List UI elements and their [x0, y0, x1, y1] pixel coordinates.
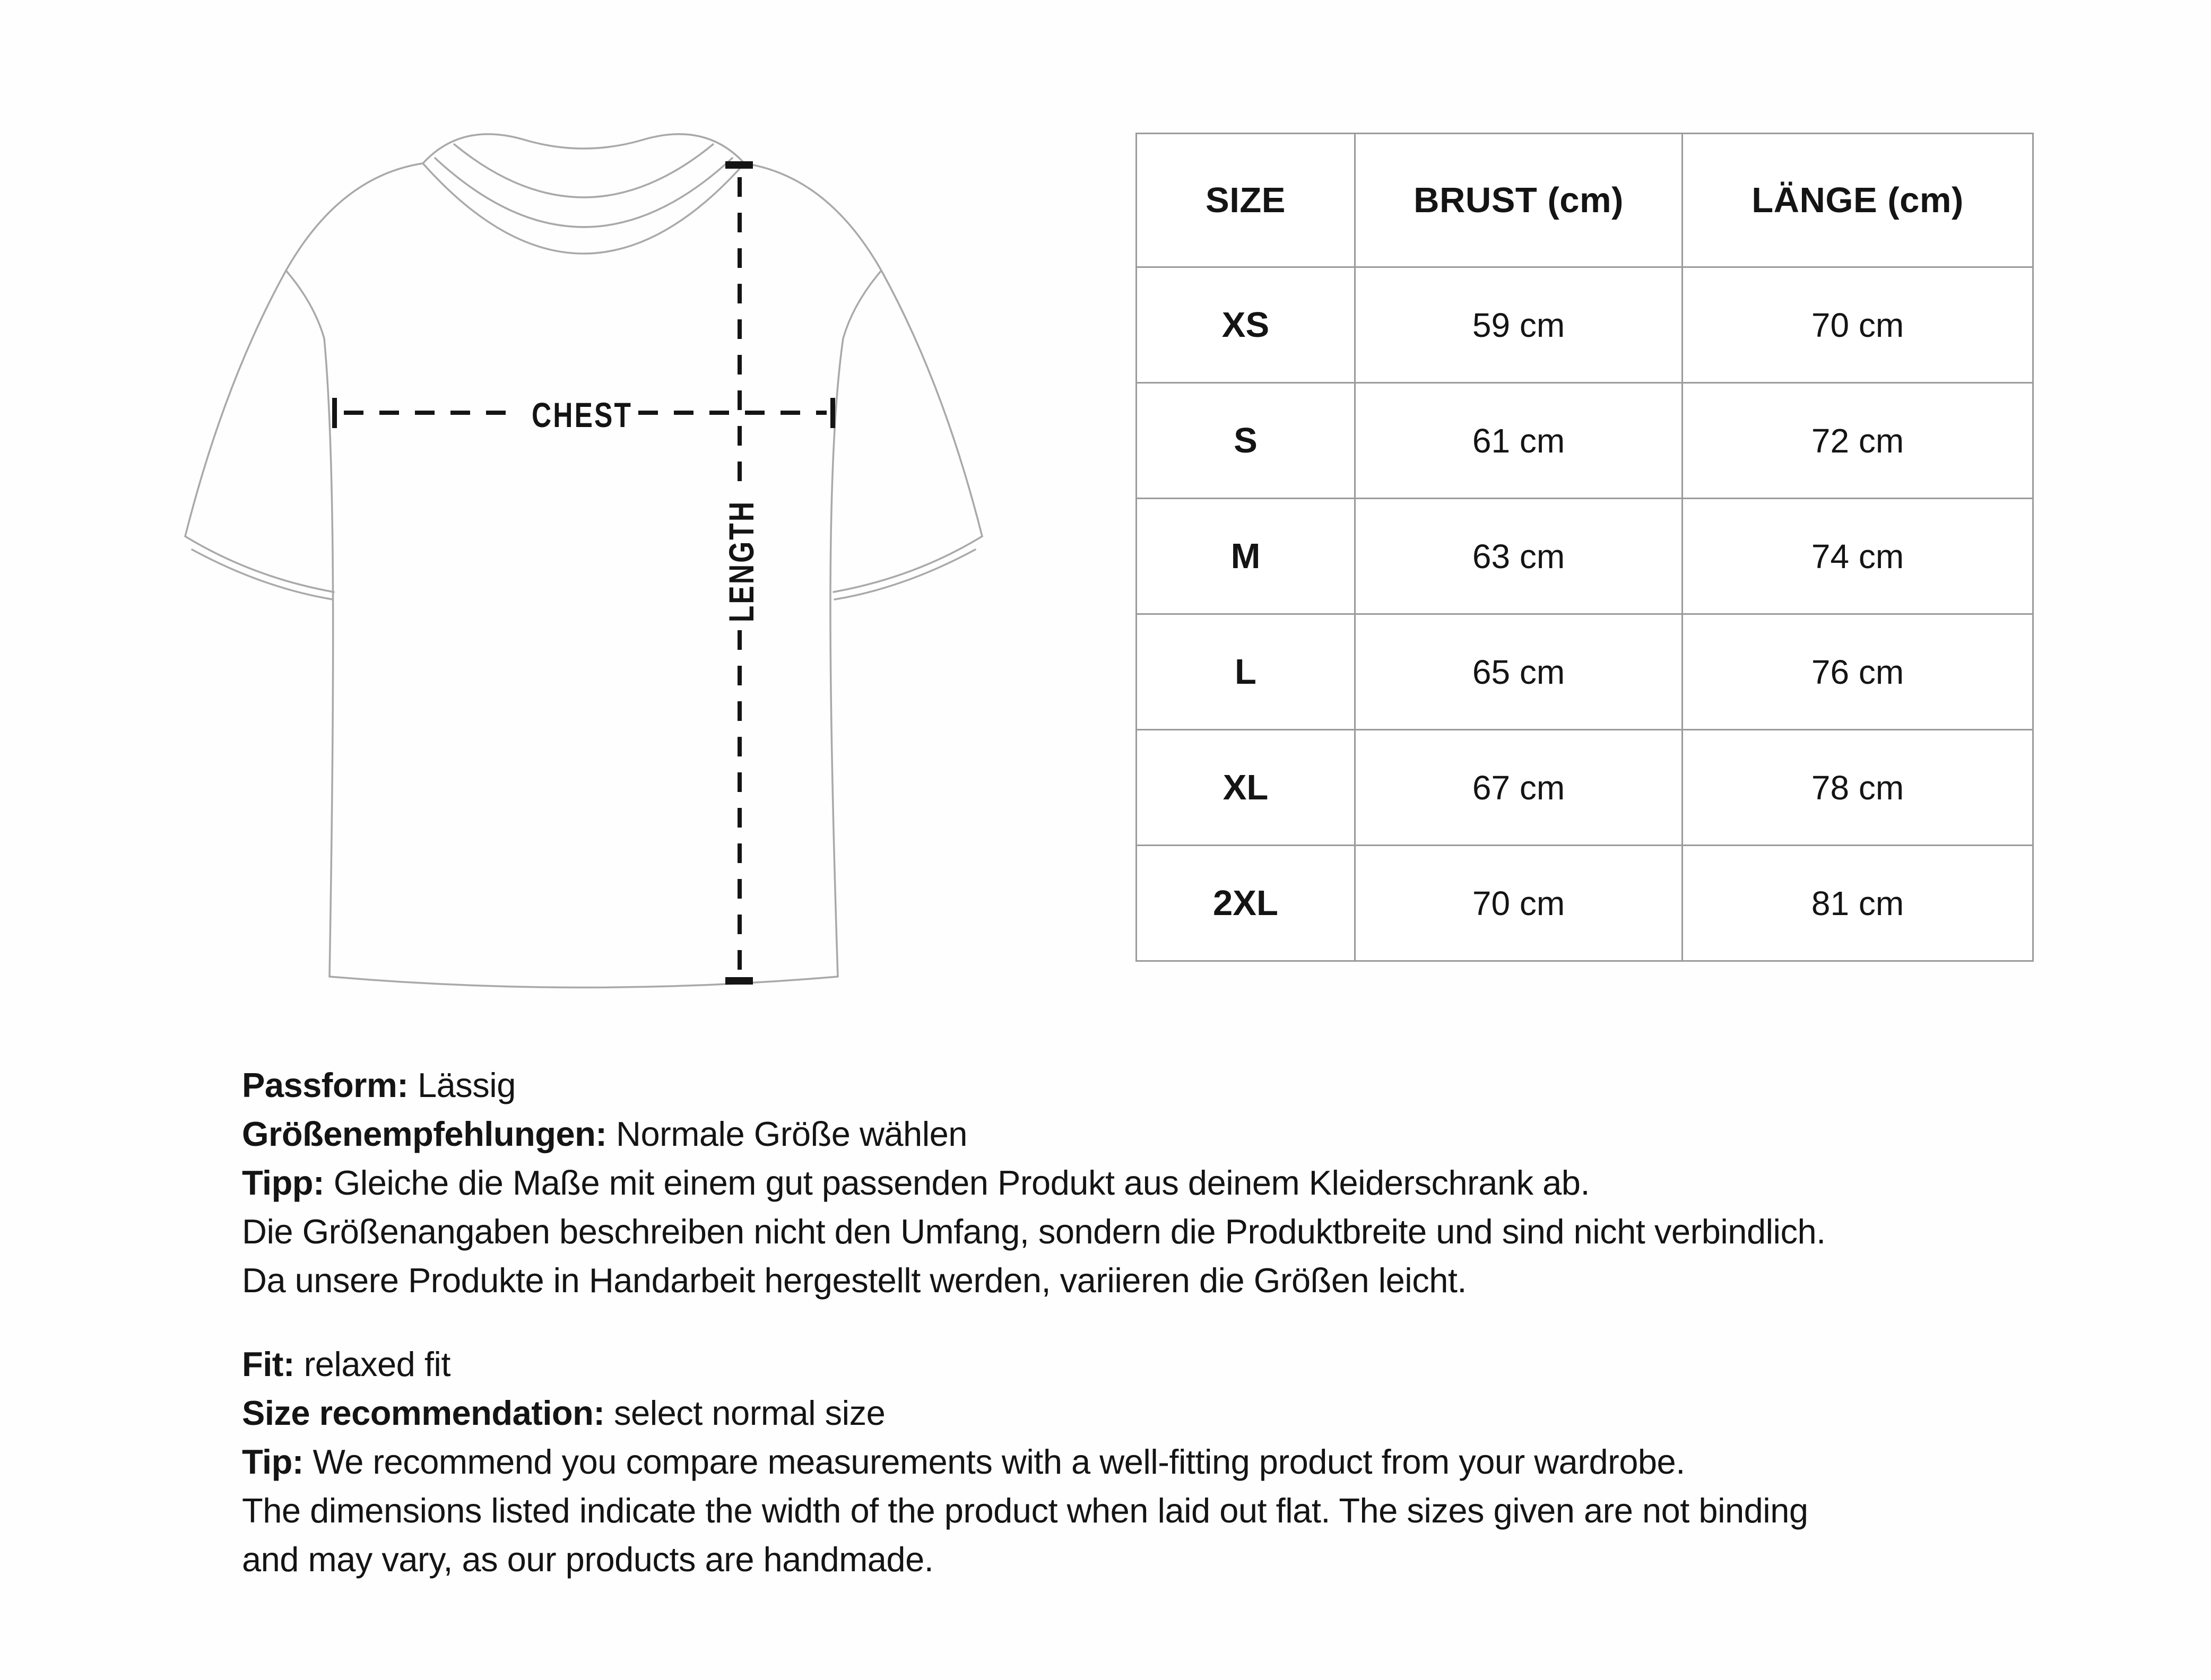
size-value: L — [1137, 614, 1355, 730]
note-line — [242, 1110, 2131, 1159]
length-value: 76 cm — [1683, 614, 2033, 730]
note-line — [242, 1061, 2131, 1110]
note-text: relaxed fit — [294, 1345, 450, 1383]
note-text: Lässig — [408, 1066, 516, 1104]
note-label: Passform: — [242, 1066, 409, 1104]
length-value: 81 cm — [1683, 846, 2033, 961]
header-size: SIZE — [1137, 134, 1355, 267]
note-line — [242, 1207, 2131, 1256]
fit-notes — [242, 1061, 2131, 1584]
note-label: Tip: — [242, 1442, 304, 1481]
length-measure-line — [722, 161, 761, 985]
size-value: XS — [1137, 267, 1355, 383]
length-value: 74 cm — [1683, 499, 2033, 614]
note-text: select normal size — [604, 1394, 886, 1432]
size-value: XL — [1137, 730, 1355, 846]
size-value: S — [1137, 383, 1355, 499]
note-line — [242, 1159, 2131, 1207]
length-value: 78 cm — [1683, 730, 2033, 846]
table-row — [1137, 499, 2033, 614]
note-line — [242, 1535, 2131, 1584]
note-label: Size recommendation: — [242, 1394, 605, 1432]
note-text: Gleiche die Maße mit einem gut passenden Produkt aus deinem Kleiderschrank ab. — [324, 1163, 1590, 1202]
notes-german — [242, 1061, 2131, 1305]
length-value: 70 cm — [1683, 267, 2033, 383]
note-line — [242, 1486, 2131, 1535]
table-row — [1137, 730, 2033, 846]
length-tick-bottom — [725, 977, 753, 985]
note-text: Normale Größe wählen — [606, 1115, 967, 1153]
size-table-header-row — [1137, 134, 2033, 267]
note-label: Tipp: — [242, 1163, 325, 1202]
note-line — [242, 1389, 2131, 1438]
header-chest: BRUST (cm) — [1355, 134, 1683, 267]
note-line — [242, 1340, 2131, 1389]
chest-value: 70 cm — [1355, 846, 1683, 961]
chest-value: 67 cm — [1355, 730, 1683, 846]
size-value: M — [1137, 499, 1355, 614]
note-label: Größenempfehlungen: — [242, 1115, 607, 1153]
note-line — [242, 1256, 2131, 1305]
table-row — [1137, 846, 2033, 961]
note-label: Fit: — [242, 1345, 295, 1383]
chest-value: 65 cm — [1355, 614, 1683, 730]
note-text: Da unsere Produkte in Handarbeit hergestellt werden, variieren die Größen leicht. — [242, 1261, 1467, 1300]
notes-english — [242, 1340, 2131, 1584]
note-text: and may vary, as our products are handmade. — [242, 1540, 934, 1579]
size-value: 2XL — [1137, 846, 1355, 961]
table-row — [1137, 383, 2033, 499]
length-tick-top — [725, 161, 753, 169]
length-value: 72 cm — [1683, 383, 2033, 499]
note-text: We recommend you compare measurements with a well-fitting product from your wardrobe. — [303, 1442, 1685, 1481]
length-label: LENGTH — [721, 500, 761, 623]
chest-value: 61 cm — [1355, 383, 1683, 499]
header-length: LÄNGE (cm) — [1683, 134, 2033, 267]
tshirt-measurement-diagram — [159, 106, 1035, 1008]
note-text: The dimensions listed indicate the width of the product when laid out flat. The sizes given are not binding — [242, 1491, 1808, 1530]
note-text: Die Größenangaben beschreiben nicht den Umfang, sondern die Produktbreite und sind nicht verbindlich. — [242, 1212, 1826, 1251]
table-row — [1137, 614, 2033, 730]
chest-label: CHEST — [531, 395, 633, 435]
table-row — [1137, 267, 2033, 383]
chest-measure-line — [332, 395, 835, 435]
chest-value: 63 cm — [1355, 499, 1683, 614]
note-line — [242, 1438, 2131, 1486]
chest-tick-right — [830, 398, 835, 428]
tshirt-outline — [185, 134, 982, 988]
chest-value: 59 cm — [1355, 267, 1683, 383]
chest-tick-left — [332, 398, 337, 428]
size-table — [1135, 133, 2034, 962]
